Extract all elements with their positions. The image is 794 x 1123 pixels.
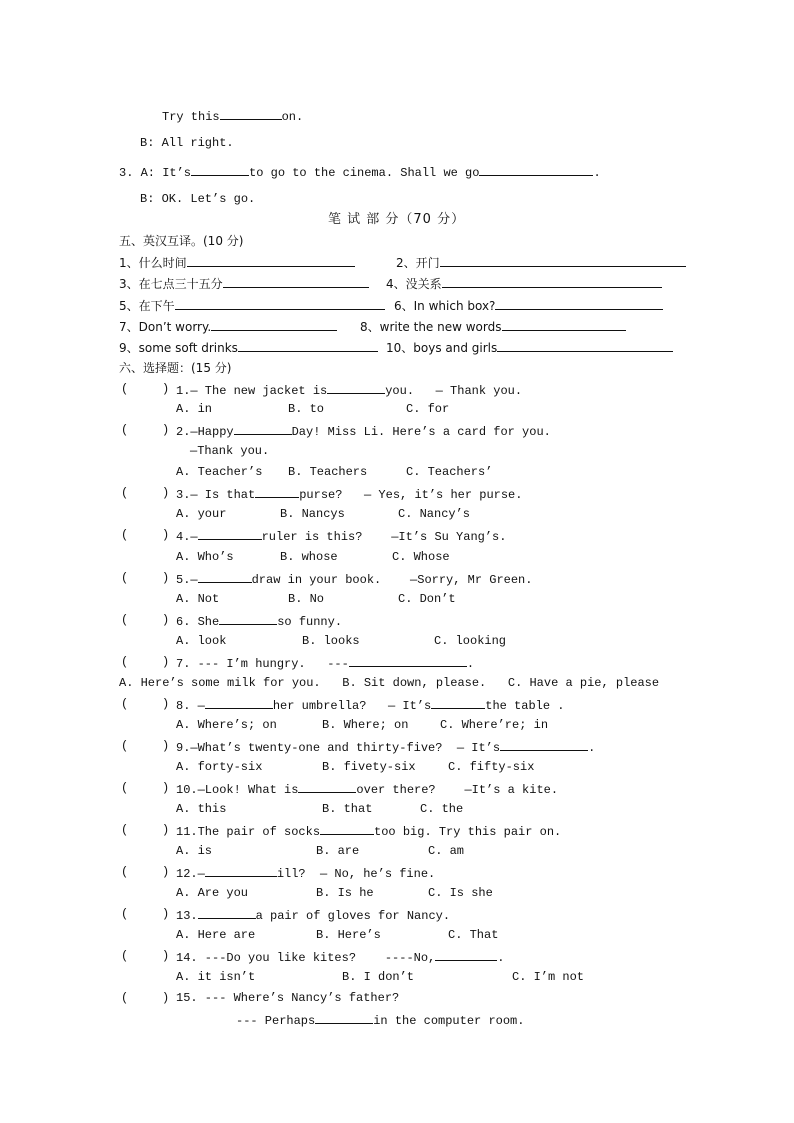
answer-paren-close: ) xyxy=(162,528,170,542)
answer-blank[interactable] xyxy=(495,298,663,310)
answer-blank[interactable] xyxy=(349,655,467,667)
answer-paren-open: ( xyxy=(121,865,129,879)
answer-blank[interactable] xyxy=(327,382,385,394)
translate-item-10: 10、boys and girls xyxy=(386,340,673,355)
q6-option-c[interactable]: C. looking xyxy=(434,634,507,648)
answer-paren-close: ) xyxy=(162,781,170,795)
question-6: 6. She so funny. xyxy=(176,615,343,629)
answer-blank[interactable] xyxy=(497,340,673,352)
dialogue-line-try: Try this on. xyxy=(162,110,304,124)
answer-blank[interactable] xyxy=(198,528,262,540)
q1-option-c[interactable]: C. for xyxy=(406,402,450,416)
answer-blank[interactable] xyxy=(479,164,593,176)
answer-paren-open: ( xyxy=(121,423,129,437)
q14-option-a[interactable]: A. it isn’t xyxy=(176,970,256,984)
q6-option-a[interactable]: A. look xyxy=(176,634,227,648)
translate-item-2: 2、开门 xyxy=(396,255,686,270)
answer-blank[interactable] xyxy=(298,781,356,793)
q9-option-a[interactable]: A. forty-six xyxy=(176,760,263,774)
question-14: 14. ---Do you like kites? ----No, . xyxy=(176,951,505,965)
translate-item-8: 8、write the new words xyxy=(360,319,626,335)
q10-option-a[interactable]: A. this xyxy=(176,802,227,816)
q3-option-c[interactable]: C. Nancy’s xyxy=(398,507,471,521)
question-2: 2.—Happy Day! Miss Li. Here’s a card for you. xyxy=(176,425,551,439)
answer-blank[interactable] xyxy=(198,907,256,919)
q3-option-b[interactable]: B. Nancys xyxy=(280,507,345,521)
answer-blank[interactable] xyxy=(205,697,273,709)
question-3: 3.— Is that purse? — Yes, it’s her purse. xyxy=(176,488,523,502)
answer-blank[interactable] xyxy=(500,739,588,751)
answer-paren-close: ) xyxy=(162,613,170,627)
question-11: 11.The pair of socks too big. Try this pair on. xyxy=(176,825,562,839)
dialogue-line-all-right: B: All right. xyxy=(140,136,234,150)
answer-paren-open: ( xyxy=(121,907,129,921)
question-15: 15. --- Where’s Nancy’s father? xyxy=(176,991,400,1005)
answer-blank[interactable] xyxy=(431,697,485,709)
answer-blank[interactable] xyxy=(219,613,277,625)
q11-option-c[interactable]: C. am xyxy=(428,844,465,858)
q14-option-c[interactable]: C. I’m not xyxy=(512,970,585,984)
answer-paren-open: ( xyxy=(121,781,129,795)
q13-option-a[interactable]: A. Here are xyxy=(176,928,256,942)
question-10: 10.—Look! What is over there? —It’s a kite. xyxy=(176,783,559,797)
q13-option-c[interactable]: C. That xyxy=(448,928,499,942)
q9-option-b[interactable]: B. fivety-six xyxy=(322,760,416,774)
answer-blank[interactable] xyxy=(205,865,277,877)
q12-option-c[interactable]: C. Is she xyxy=(428,886,493,900)
q12-option-a[interactable]: A. Are you xyxy=(176,886,249,900)
q3-option-a[interactable]: A. your xyxy=(176,507,227,521)
q13-option-b[interactable]: B. Here’s xyxy=(316,928,381,942)
q1-option-b[interactable]: B. to xyxy=(288,402,325,416)
answer-paren-close: ) xyxy=(162,382,170,396)
question-9: 9.—What’s twenty-one and thirty-five? — It’s . xyxy=(176,741,596,755)
answer-blank[interactable] xyxy=(440,255,686,267)
q11-option-b[interactable]: B. are xyxy=(316,844,360,858)
answer-paren-open: ( xyxy=(121,528,129,542)
answer-blank[interactable] xyxy=(191,164,249,176)
question-7: 7. --- I’m hungry. --- . xyxy=(176,657,475,671)
answer-paren-open: ( xyxy=(121,613,129,627)
translate-item-7: 7、Don’t worry. xyxy=(119,319,337,335)
q10-option-b[interactable]: B. that xyxy=(322,802,373,816)
answer-paren-open: ( xyxy=(121,823,129,837)
answer-paren-close: ) xyxy=(162,486,170,500)
translate-item-4: 4、没关系 xyxy=(386,276,662,291)
translate-item-1: 1、什么时间 xyxy=(119,255,355,270)
answer-blank[interactable] xyxy=(175,298,385,310)
q15-reply: --- Perhaps in the computer room. xyxy=(236,1014,525,1028)
q5-option-b[interactable]: B. No xyxy=(288,592,325,606)
q8-option-c[interactable]: C. Where’re; in xyxy=(440,718,549,732)
q11-option-a[interactable]: A. is xyxy=(176,844,213,858)
q2-reply: —Thank you. xyxy=(190,444,270,458)
answer-paren-close: ) xyxy=(162,697,170,711)
answer-blank[interactable] xyxy=(315,1012,373,1024)
section6-title: 六、选择题：(15 分) xyxy=(119,361,232,375)
written-part-title: 笔 试 部 分（70 分） xyxy=(328,212,466,227)
q4-option-c[interactable]: C. Whose xyxy=(392,550,450,564)
answer-blank[interactable] xyxy=(442,276,662,288)
answer-paren-close: ) xyxy=(162,423,170,437)
q9-option-c[interactable]: C. fifty-six xyxy=(448,760,535,774)
answer-paren-open: ( xyxy=(121,655,129,669)
answer-blank[interactable] xyxy=(220,108,282,120)
answer-paren-close: ) xyxy=(162,655,170,669)
translate-item-3: 3、在七点三十五分 xyxy=(119,276,369,291)
translate-item-9: 9、some soft drinks xyxy=(119,340,378,355)
question-8: 8. — her umbrella? — It’s the table . xyxy=(176,699,565,713)
q10-option-c[interactable]: C. the xyxy=(420,802,464,816)
answer-blank[interactable] xyxy=(234,423,292,435)
dialogue-line-ok: B: OK. Let’s go. xyxy=(140,192,256,206)
answer-blank[interactable] xyxy=(320,823,374,835)
answer-blank[interactable] xyxy=(435,949,497,961)
answer-paren-open: ( xyxy=(121,697,129,711)
q4-option-a[interactable]: A. Who’s xyxy=(176,550,234,564)
answer-paren-open: ( xyxy=(121,486,129,500)
q12-option-b[interactable]: B. Is he xyxy=(316,886,374,900)
question-1: 1.— The new jacket is you. — Thank you. xyxy=(176,384,523,398)
answer-blank[interactable] xyxy=(211,319,337,331)
answer-paren-open: ( xyxy=(121,571,129,585)
answer-paren-close: ) xyxy=(162,823,170,837)
answer-blank[interactable] xyxy=(198,571,252,583)
answer-paren-close: ) xyxy=(162,739,170,753)
q6-option-b[interactable]: B. looks xyxy=(302,634,360,648)
answer-paren-close: ) xyxy=(162,991,170,1005)
answer-paren-open: ( xyxy=(121,739,129,753)
answer-paren-close: ) xyxy=(162,865,170,879)
dialogue-line-cinema: 3. A: It’s to go to the cinema. Shall we go . xyxy=(119,166,601,180)
q5-option-a[interactable]: A. Not xyxy=(176,592,220,606)
section5-title: 五、英汉互译。(10 分) xyxy=(119,234,244,248)
question-12: 12.— ill? — No, he’s fine. xyxy=(176,867,436,881)
answer-blank[interactable] xyxy=(187,255,355,267)
question-13: 13. a pair of gloves for Nancy. xyxy=(176,909,451,923)
q2-option-a[interactable]: A. Teacher’s xyxy=(176,465,263,479)
q5-option-c[interactable]: C. Don’t xyxy=(398,592,456,606)
answer-paren-open: ( xyxy=(121,991,129,1005)
q8-option-b[interactable]: B. Where; on xyxy=(322,718,409,732)
answer-paren-open: ( xyxy=(121,382,129,396)
translate-item-5: 5、在下午 xyxy=(119,298,385,313)
q2-option-b[interactable]: B. Teachers xyxy=(288,465,368,479)
q2-option-c[interactable]: C. Teachers’ xyxy=(406,465,493,479)
answer-paren-close: ) xyxy=(162,949,170,963)
answer-blank[interactable] xyxy=(238,340,378,352)
translate-item-6: 6、In which box? xyxy=(394,298,663,314)
answer-blank[interactable] xyxy=(223,276,369,288)
q4-option-b[interactable]: B. whose xyxy=(280,550,338,564)
q8-option-a[interactable]: A. Where’s; on xyxy=(176,718,277,732)
answer-blank[interactable] xyxy=(255,486,299,498)
answer-blank[interactable] xyxy=(502,319,626,331)
question-5: 5.— draw in your book. —Sorry, Mr Green. xyxy=(176,573,533,587)
q1-option-a[interactable]: A. in xyxy=(176,402,213,416)
q14-option-b[interactable]: B. I don’t xyxy=(342,970,415,984)
answer-paren-close: ) xyxy=(162,907,170,921)
q7-options[interactable]: A. Here’s some milk for you. B. Sit down, please. C. Have a pie, please xyxy=(119,676,660,690)
answer-paren-open: ( xyxy=(121,949,129,963)
answer-paren-close: ) xyxy=(162,571,170,585)
question-4: 4.— ruler is this? —It’s Su Yang’s. xyxy=(176,530,507,544)
